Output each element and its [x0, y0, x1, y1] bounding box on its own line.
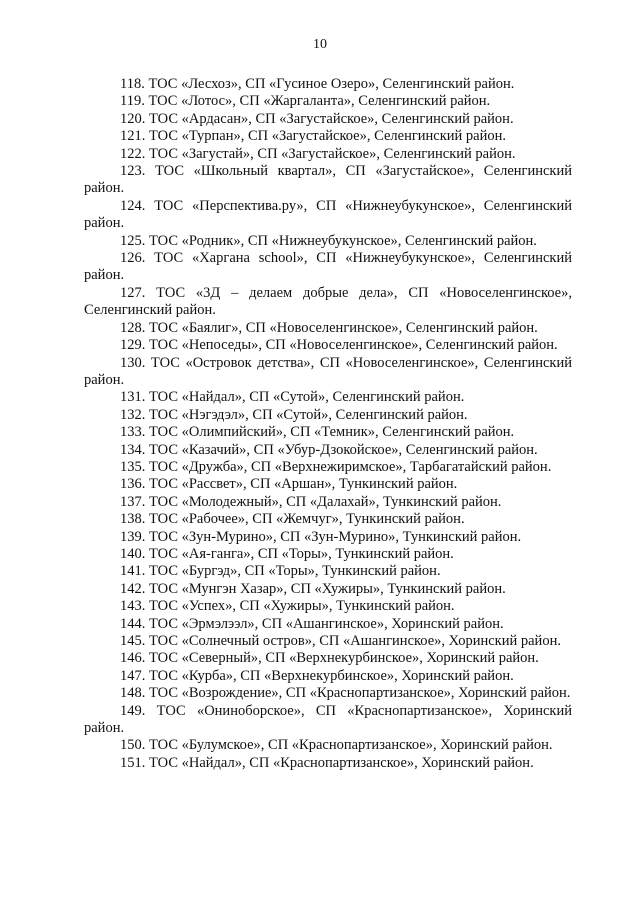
- list-item: 130. ТОС «Островок детства», СП «Новоселенгинское», Селенгинский район.: [84, 354, 572, 388]
- list-item: 129. ТОС «Непоседы», СП «Новоселенгинское», Селенгинский район.: [120, 337, 558, 354]
- list-item: 121. ТОС «Турпан», СП «Загустайское», Селенгинский район.: [120, 128, 507, 145]
- list-item: 137. ТОС «Молодежный», СП «Далахай», Тункинский район.: [120, 493, 502, 510]
- list-item: 134. ТОС «Казачий», СП «Убур-Дзокойское», Селенгинский район.: [120, 441, 538, 458]
- list-item: 151. ТОС «Найдал», СП «Краснопартизанское», Хоринский район.: [120, 754, 534, 771]
- list-item: 127. ТОС «3Д – делаем добрые дела», СП «Новоселенгинское», Селенгинский район.: [84, 284, 572, 319]
- list-item: 147. ТОС «Курба», СП «Верхнекурбинское», Хоринский район.: [120, 667, 514, 684]
- list-item: 125. ТОС «Родник», СП «Нижнеубукунское», Селенгинский район.: [120, 232, 537, 249]
- list-item: 143. ТОС «Успех», СП «Хужиры», Тункинский район.: [120, 598, 455, 615]
- list-item: 149. ТОС «Ониноборское», СП «Краснопартизанское», Хоринский район.: [84, 702, 572, 737]
- list-item: 128. ТОС «Баялиг», СП «Новоселенгинское», Селенгинский район.: [120, 319, 538, 336]
- list-item: 119. ТОС «Лотос», СП «Жаргаланта», Селенгинский район.: [120, 93, 491, 110]
- list-item: 133. ТОС «Олимпийский», СП «Темник», Селенгинский район.: [120, 424, 515, 441]
- page-number: 10: [313, 37, 327, 52]
- list-item: 148. ТОС «Возрождение», СП «Краснопартизанское», Хоринский район.: [120, 685, 571, 702]
- list-item: 145. ТОС «Солнечный остров», СП «Ашангинское», Хоринский район.: [120, 633, 561, 649]
- list-item: 123. ТОС «Школьный квартал», СП «Загустайское», Селенгинский район.: [84, 163, 572, 197]
- list-item: 142. ТОС «Мунгэн Хазар», СП «Хужиры», Тункинский район.: [120, 580, 506, 597]
- list-item: 136. ТОС «Рассвет», СП «Аршан», Тункинский район.: [120, 476, 458, 493]
- list-item: 146. ТОС «Северный», СП «Верхнекурбинское», Хоринский район.: [120, 650, 539, 667]
- list-item: 122. ТОС «Загустай», СП «Загустайское», Селенгинский район.: [120, 145, 516, 162]
- list-item: 120. ТОС «Ардасан», СП «Загустайское», Селенгинский район.: [120, 110, 514, 127]
- list-item: 150. ТОС «Булумское», СП «Краснопартизанское», Хоринский район.: [120, 737, 553, 754]
- list-item: 140. ТОС «Ая-ганга», СП «Торы», Тункинский район.: [120, 545, 454, 562]
- list-item: 124. ТОС «Перспектива.ру», СП «Нижнеубукунское», Селенгинский район.: [84, 197, 572, 232]
- list-item: 144. ТОС «Эрмэлээл», СП «Ашангинское», Хоринский район.: [120, 615, 504, 632]
- list-item: 131. ТОС «Найдал», СП «Сутой», Селенгинский район.: [120, 389, 465, 406]
- list-item: 138. ТОС «Рабочее», СП «Жемчуг», Тункинский район.: [120, 511, 465, 528]
- list-item: 126. ТОС «Харгана school», СП «Нижнеубукунское», Селенгинский район.: [84, 250, 572, 284]
- list-item: 139. ТОС «Зун-Мурино», СП «Зун-Мурино», Тункинский район.: [120, 528, 522, 545]
- list-item: 141. ТОС «Бургэд», СП «Торы», Тункинский район.: [120, 563, 441, 580]
- tos-list: [84, 76, 572, 772]
- list-item: 118. ТОС «Лесхоз», СП «Гусиное Озеро», Селенгинский район.: [120, 76, 515, 92]
- list-item: 132. ТОС «Нэгэдэл», СП «Сутой», Селенгинский район.: [120, 406, 468, 423]
- list-item: 135. ТОС «Дружба», СП «Верхнежиримское», Тарбагатайский район.: [120, 458, 552, 475]
